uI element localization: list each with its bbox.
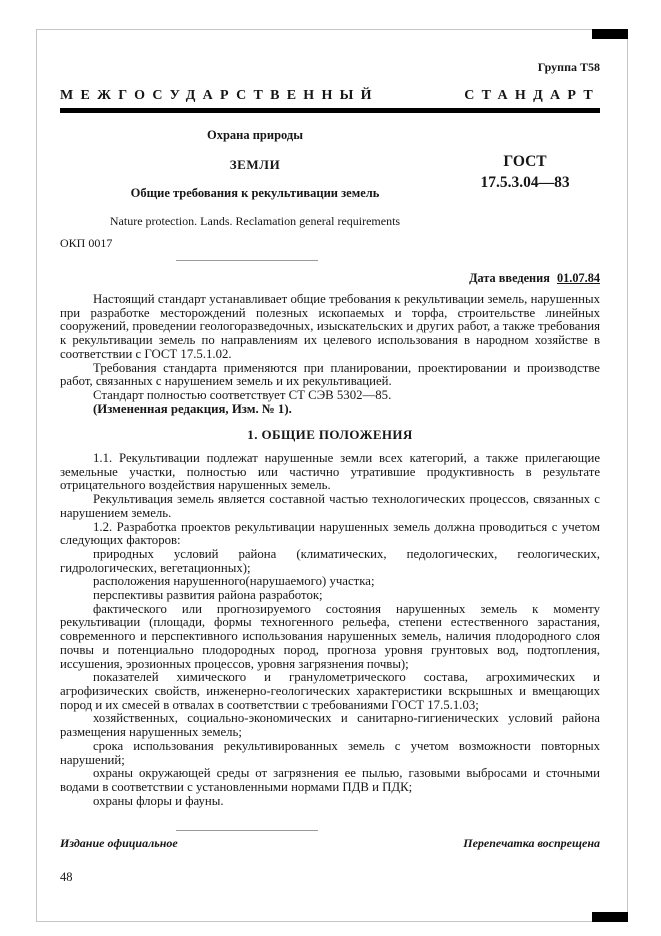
title-requirements: Общие требования к рекультивации земель (130, 186, 380, 200)
page-number: 48 (60, 870, 73, 884)
gost-label: ГОСТ (503, 153, 547, 170)
divider-line-bottom (176, 830, 318, 831)
okp-code: ОКП 0017 (60, 236, 113, 250)
paragraph: показателей химического и гранулометрического состава, агрохимических и агрофизических свойств, инженерно-геологических характеристики вскрышных и вмещающих пород и их смесей в отвалах в соответствии с требованиями ГОСТ 17.5.1.03; (60, 670, 600, 712)
paragraph: Рекультивация земель является составной частью технологических процессов, связанных с нарушением земель. (60, 492, 600, 520)
header-rule (60, 108, 600, 113)
paragraph: фактического или прогнозируемого состояния нарушенных земель к моменту рекультивации (площади, формы техногенного рельефа, степени естественного зарастания, современного и перспективного использования нарушенных земель, наличия плодородного слоя почвы и потенциально плодородных пород, прогноза уровня грунтовых вод, подтопления, иссушения, эрозионных процессов, уровня загрязнения почвы); (60, 601, 600, 671)
standard-type-heading (60, 88, 600, 104)
gost-number: 17.5.3.04—83 (480, 174, 570, 191)
paragraph: 1.2. Разработка проектов рекультивации нарушенных земель должна проводиться с учетом следующих факторов: (60, 519, 600, 548)
paragraph: Требования стандарта применяются при планировании, проектировании и производстве работ, связанных с нарушением земель и их рекультивацией. (60, 360, 600, 389)
page-footer (60, 836, 600, 851)
divider-line-top (176, 260, 318, 261)
paragraph: срока использования рекультивированных земель с учетом возможности повторных нарушений; (60, 738, 600, 767)
paragraph: охраны флоры и фауны. (93, 793, 224, 808)
amendment-note: (Измененная редакция, Изм. № 1). (93, 401, 292, 416)
paragraph: хозяйственных, социально-экономических и санитарно-гигиенических условий района размещения нарушенных земель; (60, 711, 600, 740)
standard-type-word-2: СТАНДАРТ (464, 88, 600, 103)
title-object: ЗЕМЛИ (229, 157, 281, 172)
paragraph: расположения нарушенного(нарушаемого) участка; (93, 574, 375, 589)
title-block (60, 128, 600, 229)
title-subject: Охрана природы (206, 128, 304, 142)
paragraph: природных условий района (климатических, педологических, геологических, гидрологических, вегетационных); (60, 546, 600, 575)
page-content (37, 30, 627, 808)
paragraph: 1.1. Рекультивации подлежат нарушенные земли всех категорий, а также прилегающие земельные участки, полностью или частично утратившие продуктивность в результате отрицательного воздействия нарушенных земель. (60, 451, 600, 493)
title-column (60, 128, 450, 229)
scan-mark-bottom (592, 912, 628, 922)
paragraph: охраны окружающей среды от загрязнения ее пылью, газовыми выбросами и сточными водами в соответствии с установленными нормами ПДВ и ПДК; (60, 766, 600, 794)
gost-designation (450, 128, 600, 229)
title-translation: Nature protection. Lands. Reclamation general requirements (109, 214, 401, 228)
document-page (36, 29, 628, 922)
effective-date (60, 271, 600, 286)
group-label: Группа Т58 (537, 60, 600, 74)
effective-date-value: 01.07.84 (556, 271, 600, 285)
effective-date-label: Дата введения (469, 271, 550, 285)
document-body (60, 293, 600, 808)
paragraph: Стандарт полностью соответствует СТ СЭВ 5302—85. (93, 387, 392, 402)
standard-type-word-1: МЕЖГОСУДАРСТВЕННЫЙ (60, 88, 379, 103)
section-heading: 1. ОБЩИЕ ПОЛОЖЕНИЯ (247, 427, 413, 443)
footer-reprint-notice: Перепечатка воспрещена (463, 836, 600, 850)
footer-official-edition: Издание официальное (60, 836, 178, 850)
paragraph: Настоящий стандарт устанавливает общие требования к рекультивации земель, нарушенных при разработке месторождений полезных ископаемых и торфа, строительстве линейных сооружений, проведении геологоразведочных, изыскательских и других работ, а также требования к рекультивации земель по направлениям их целевого использования в народном хозяйстве в соответствии с ГОСТ 17.5.1.02. (60, 292, 600, 361)
paragraph: перспективы развития района разработок; (93, 588, 323, 603)
scan-mark-top (592, 29, 628, 39)
